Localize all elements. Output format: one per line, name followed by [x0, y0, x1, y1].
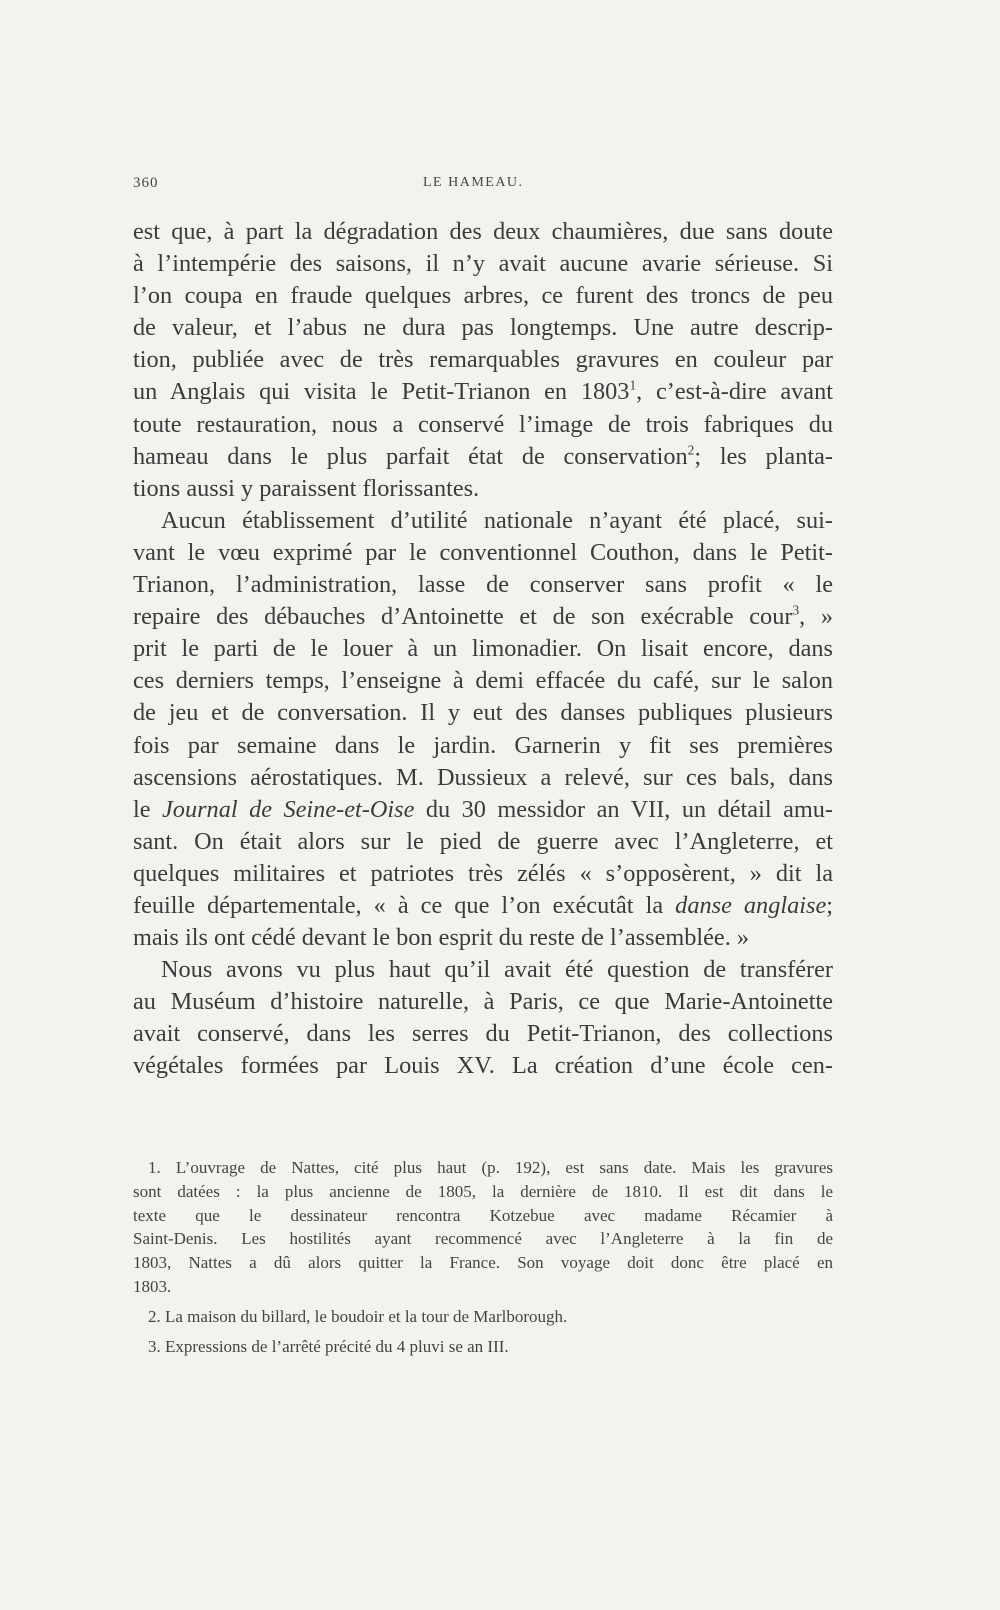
text-segment: feuille départementale, « à ce que l’on exécutât la [133, 891, 676, 919]
text-line: ces derniers temps, l’enseigne à demi effacée du café, sur le salon [133, 667, 833, 695]
text-line: ascensions aérostatiques. M. Dussieux a relevé, sur ces bals, dans [133, 763, 833, 791]
text-line: fois par semaine dans le jardin. Garnerin y fit ses premières [133, 731, 833, 759]
text-line: à l’intempérie des saisons, il n’y avait aucune avarie sérieuse. Si [133, 250, 833, 278]
page-number: 360 [133, 175, 159, 191]
footnotes [133, 1156, 833, 1358]
text-line: de jeu et de conversation. Il y eut des danses publiques plusieurs [133, 699, 833, 727]
text-line: prit le parti de le louer à un limonadier. On lisait encore, dans [133, 635, 833, 663]
text-segment: du 30 messidor an VII, un détail amu- [414, 795, 833, 823]
page-header [133, 175, 833, 199]
text-line: l’on coupa en fraude quelques arbres, ce furent des troncs de peu [133, 282, 833, 310]
italic-title: Journal de Seine-et-Oise [162, 795, 415, 823]
text-line [133, 794, 833, 826]
text-line: est que, à part la dégradation des deux chaumières, due sans doute [133, 218, 833, 245]
text-segment: ; les planta- [694, 442, 833, 470]
text-segment: , c’est-à-dire avant [636, 378, 833, 406]
italic-phrase: danse anglaise [675, 891, 827, 919]
text-segment: , » [799, 603, 833, 631]
footnote-ref-2: 2 [687, 442, 695, 458]
text-line: sant. On était alors sur le pied de guerre avec l’Angleterre, et [133, 827, 833, 855]
text-line: Aucun établissement d’utilité nationale n’ayant été placé, sui- [161, 506, 833, 534]
text-line: mais ils ont cédé devant le bon esprit du reste de l’assemblée. » [133, 924, 750, 952]
footnote-2: 2. La maison du billard, le boudoir et la tour de Marlborough. [148, 1306, 568, 1326]
text-line: Trianon, l’administration, lasse de conserver sans profit « le [133, 571, 833, 599]
footnote-3: 3. Expressions de l’arrêté précité du 4 pluvi se an III. [148, 1336, 509, 1356]
text-segment: repaire des débauches d’Antoinette et de son exécrable cour [133, 603, 793, 631]
footnote-line: texte que le dessinateur rencontra Kotzebue avec madame Récamier à [133, 1205, 833, 1225]
text-line [133, 601, 833, 633]
text-line [133, 890, 833, 922]
text-line: avait conservé, dans les serres du Petit-Trianon, des collections [133, 1020, 833, 1048]
text-segment: le [133, 795, 163, 823]
text-line: tions aussi y paraissent florissantes. [133, 474, 480, 502]
footnote-ref-3: 3 [792, 602, 800, 618]
text-line: tion, publiée avec de très remarquables gravures en couleur par [133, 346, 833, 374]
text-line: Nous avons vu plus haut qu’il avait été question de transférer [161, 956, 833, 984]
text-segment: ; [826, 891, 834, 919]
footnote-line: 1803. [133, 1276, 172, 1296]
text-line: vant le vœu exprimé par le conventionnel Couthon, dans le Petit- [133, 538, 833, 566]
text-line: végétales formées par Louis XV. La création d’une école cen- [133, 1052, 833, 1080]
footnote-line: Saint-Denis. Les hostilités ayant recommencé avec l’Angleterre à la fin de [133, 1229, 833, 1249]
text-line: quelques militaires et patriotes très zélés « s’opposèrent, » dit la [133, 859, 833, 887]
footnote-ref-1: 1 [629, 378, 637, 394]
text-segment: hameau dans le plus parfait état de conservation [133, 442, 688, 470]
footnote-line: 1803, Nattes a dû alors quitter la France. Son voyage doit donc être placé en [133, 1253, 833, 1273]
text-line [133, 376, 833, 408]
main-text [133, 216, 833, 1083]
footnote-line: sont datées : la plus ancienne de 1805, la dernière de 1810. Il est dit dans le [133, 1181, 833, 1201]
text-line: toute restauration, nous a conservé l’image de trois fabriques du [133, 410, 833, 438]
running-title: LE HAMEAU. [423, 175, 524, 190]
text-line: de valeur, et l’abus ne dura pas longtemps. Une autre descrip- [133, 314, 833, 342]
footnote-line: 1. L’ouvrage de Nattes, cité plus haut (p. 192), est sans date. Mais les gravures [148, 1158, 833, 1177]
text-line [133, 441, 833, 473]
text-line: au Muséum d’histoire naturelle, à Paris, ce que Marie-Antoinette [133, 988, 833, 1016]
text-segment: un Anglais qui visita le Petit-Trianon en 1803 [133, 378, 630, 406]
